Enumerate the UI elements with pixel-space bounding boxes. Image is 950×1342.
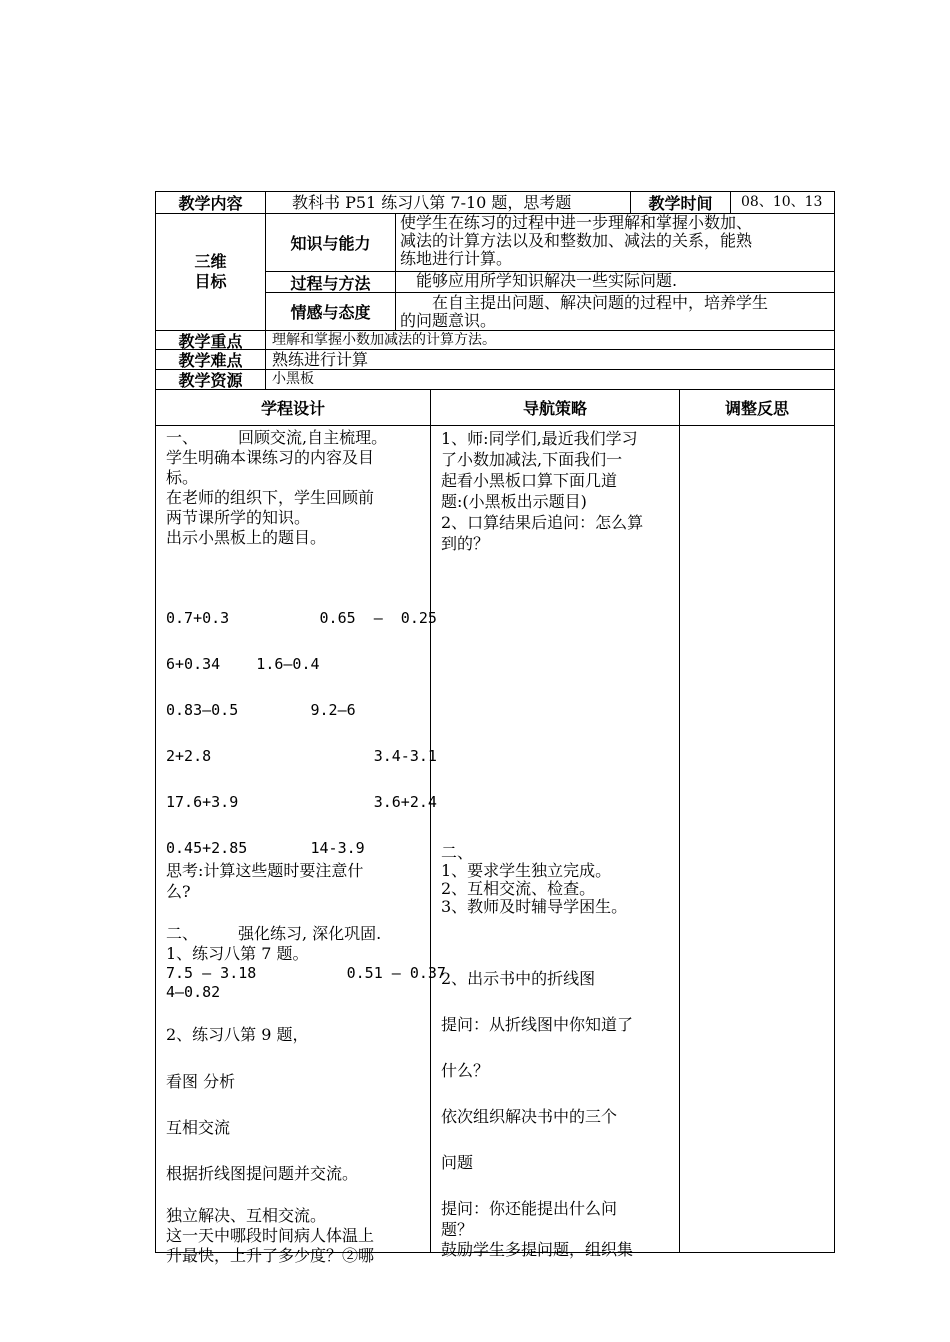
think-line: 思考:计算这些题时要注意什 <box>166 861 364 880</box>
practice-line: 二、 强化练习, 深化巩固. <box>166 924 382 943</box>
reflection-column <box>680 426 834 1252</box>
resource-row <box>156 370 834 390</box>
goal-attitude-label: 情感与态度 <box>266 293 396 330</box>
column-header-row <box>156 390 834 426</box>
question-line: 这一天中哪段时间病人体温上 <box>166 1226 375 1245</box>
look-analyze: 看图 分析 <box>166 1072 236 1091</box>
difficulty-label: 教学难点 <box>156 350 266 369</box>
column-strategy: 导航策略 <box>431 390 680 425</box>
strategy-line: 3、教师及时辅导学困生。 <box>441 897 628 916</box>
ask-questions: 根据折线图提问题并交流。 <box>166 1164 359 1183</box>
strategy-line: 起看小黑板口算下面几道 <box>441 471 618 490</box>
key-point-row <box>156 331 834 350</box>
strategy-line: 2、出示书中的折线图 <box>441 969 596 988</box>
exercise-9: 2、练习八第 9 题， <box>166 1025 309 1044</box>
goal-knowledge-line: 减法的计算方法以及和整数加、减法的关系，能熟 <box>400 231 753 250</box>
strategy-tail <box>441 1220 633 1260</box>
review-line: 在老师的组织下，学生回顾前 <box>166 488 375 507</box>
calc-line: 17.6+3.9 3.6+2.4 <box>166 793 437 811</box>
strategy-line: 问题 <box>441 1153 474 1172</box>
goal-knowledge-label: 知识与能力 <box>266 214 396 271</box>
goals-body <box>266 214 834 330</box>
resource-label: 教学资源 <box>156 370 266 389</box>
calc-line: 6+0.34 1.6—0.4 <box>166 655 320 673</box>
goals-label <box>156 214 266 330</box>
goal-knowledge-line: 练地进行计算。 <box>400 249 513 268</box>
practice-line: 1、练习八第 7 题。 <box>166 944 309 963</box>
practice-calc-line: 7.5 — 3.18 0.51 — 0.37 <box>166 964 446 982</box>
goal-attitude-text <box>396 293 834 330</box>
strategy-intro <box>441 428 643 554</box>
key-point-value: 理解和掌握小数加减法的计算方法。 <box>272 332 496 348</box>
strategy-line: 依次组织解决书中的三个 <box>441 1107 618 1126</box>
review-line: 标。 <box>166 468 199 487</box>
review-section <box>166 428 387 548</box>
key-point-label: 教学重点 <box>156 331 266 349</box>
solve-section <box>166 1206 374 1266</box>
strategy-line: 二、 <box>441 843 474 862</box>
time-value: 08、10、13 <box>741 194 823 210</box>
time-label: 教学时间 <box>631 192 731 213</box>
strategy-line: 题？ <box>441 1220 474 1239</box>
column-design: 学程设计 <box>156 390 431 425</box>
calc-line: 0.7+0.3 0.65 — 0.25 <box>166 609 437 627</box>
strategy-line: 到的？ <box>441 534 490 553</box>
goal-attitude-line: 在自主提出问题、解决问题的过程中，培养学生 <box>400 293 769 312</box>
question-line: 升最快，上升了多少度？②哪 <box>166 1246 375 1265</box>
calc-line: 0.83—0.5 9.2—6 <box>166 701 356 719</box>
strategy-line: 提问：从折线图中你知道了 <box>441 1015 634 1034</box>
calc-line: 0.45+2.85 14-3.9 <box>166 839 365 857</box>
goals-label-line2: 目标 <box>194 272 227 291</box>
strategy-line: 了小数加减法,下面我们一 <box>441 450 623 469</box>
think-line: 么? <box>166 882 191 901</box>
resource-value: 小黑板 <box>272 371 314 387</box>
strategy-line: 1、要求学生独立完成。 <box>441 861 612 880</box>
content-label: 教学内容 <box>156 192 266 213</box>
goal-knowledge <box>266 214 834 272</box>
goal-process-line: 能够应用所学知识解决一些实际问题. <box>400 271 678 290</box>
strategy-practice <box>441 844 627 916</box>
goal-attitude-line: 的问题意识。 <box>400 311 497 330</box>
review-line: 一、 回顾交流,自主梳理。 <box>166 428 388 447</box>
goal-process <box>266 272 834 293</box>
strategy-line: 提问：你还能提出什么问 <box>441 1199 618 1218</box>
think-question <box>166 860 363 902</box>
strategy-line: 2、口算结果后追问：怎么算 <box>441 513 644 532</box>
goal-process-label: 过程与方法 <box>266 272 396 292</box>
goal-knowledge-line: 使学生在练习的过程中进一步理解和掌握小数加、 <box>400 213 753 232</box>
practice-calc-line: 4—0.82 <box>166 983 221 1001</box>
strategy-column <box>431 426 680 1259</box>
goal-process-text <box>396 272 834 292</box>
design-column <box>156 426 446 1265</box>
difficulty-value: 熟练进行计算 <box>272 350 369 369</box>
strategy-line: 题:(小黑板出示题目) <box>441 492 587 511</box>
review-line: 学生明确本课练习的内容及目 <box>166 448 375 467</box>
column-reflection: 调整反思 <box>724 399 789 418</box>
goals-label-line1: 三维 <box>194 252 227 271</box>
practice-section <box>166 924 381 964</box>
goals-row <box>156 214 834 331</box>
review-line: 出示小黑板上的题目。 <box>166 528 327 547</box>
solve-line: 独立解决、互相交流。 <box>166 1206 327 1225</box>
strategy-line: 什么？ <box>441 1061 490 1080</box>
content-value: 教科书 P51 练习八第 7-10 题，思考题 <box>266 192 631 213</box>
strategy-line: 鼓励学生多提问题，组织集 <box>441 1240 634 1259</box>
lesson-plan-table <box>155 191 835 1265</box>
review-line: 两节课所学的知识。 <box>166 508 311 527</box>
goal-attitude <box>266 293 834 330</box>
calc-line: 2+2.8 3.4-3.1 <box>166 747 437 765</box>
strategy-line: 1、师:同学们,最近我们学习 <box>441 429 638 448</box>
difficulty-row <box>156 350 834 370</box>
practice-calc <box>166 964 446 1002</box>
strategy-line: 2、互相交流、检查。 <box>441 879 596 898</box>
body-row <box>156 426 834 1265</box>
goal-knowledge-text <box>396 214 834 271</box>
content-row <box>156 192 834 214</box>
mutual-exchange: 互相交流 <box>166 1118 231 1137</box>
